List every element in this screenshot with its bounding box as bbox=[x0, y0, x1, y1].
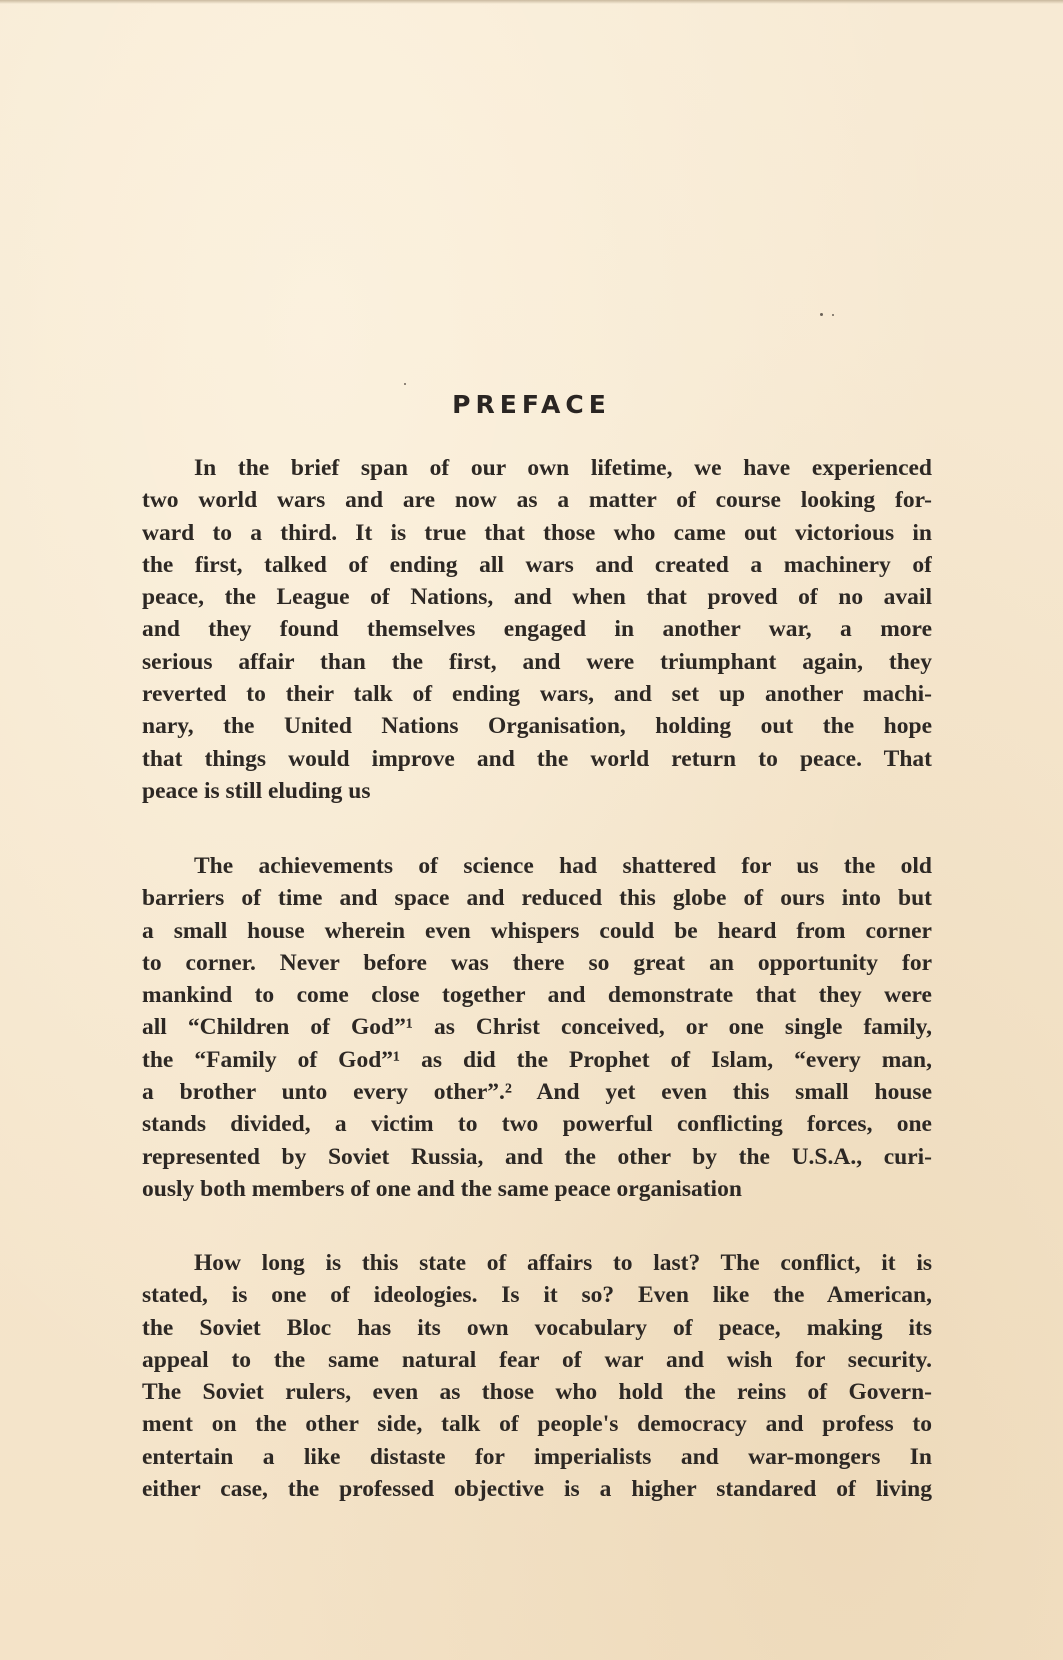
text-line: appeal to the same natural fear of war and wish for security. bbox=[142, 1346, 932, 1373]
text-line: barriers of time and space and reduced this globe of ours into but bbox=[142, 885, 932, 912]
text-line: either case, the professed objective is a higher standared of living bbox=[142, 1476, 932, 1503]
text-line: The achievements of science had shattered for us the old bbox=[194, 853, 932, 879]
text-line: In the brief span of our own lifetime, we have experienced bbox=[194, 455, 932, 481]
text-line: ously both members of one and the same peace organisation bbox=[142, 1175, 742, 1202]
text-line: ward to a third. It is true that those who came out victorious in bbox=[142, 519, 932, 546]
text-line: and they found themselves engaged in another war, a more bbox=[142, 616, 932, 643]
page-title: PREFACE bbox=[452, 390, 611, 419]
text-line: The Soviet rulers, even as those who hold the reins of Govern- bbox=[142, 1379, 932, 1406]
text-line: How long is this state of affairs to last? The conflict, it is bbox=[194, 1250, 932, 1276]
text-line: the first, talked of ending all wars and created a machinery of bbox=[142, 551, 932, 578]
text-line: mankind to come close together and demonstrate that they were bbox=[142, 982, 932, 1009]
paragraph-1 bbox=[142, 452, 932, 807]
text-line: entertain a like distaste for imperialists and war-mongers In bbox=[142, 1443, 932, 1470]
text-line: peace is still eluding us bbox=[142, 777, 371, 804]
text-line: two world wars and are now as a matter of course looking for- bbox=[142, 487, 932, 514]
text-line: stands divided, a victim to two powerful conflicting forces, one bbox=[142, 1111, 932, 1138]
paragraph-3 bbox=[142, 1247, 932, 1505]
text-line: the “Family of God”¹ as did the Prophet of Islam, “every man, bbox=[142, 1046, 932, 1073]
text-line: ment on the other side, talk of people's democracy and profess to bbox=[142, 1411, 932, 1438]
text-line: a small house wherein even whispers could be heard from corner bbox=[142, 917, 932, 944]
paper-speck bbox=[404, 383, 406, 385]
text-line: nary, the United Nations Organisation, holding out the hope bbox=[142, 713, 932, 740]
text-line: all “Children of God”¹ as Christ conceived, or one single family, bbox=[142, 1014, 932, 1041]
text-line: the Soviet Bloc has its own vocabulary of peace, making its bbox=[142, 1314, 932, 1341]
page-top-edge bbox=[0, 0, 1063, 4]
text-line: a brother unto every other”.² And yet even this small house bbox=[142, 1079, 932, 1106]
text-line: stated, is one of ideologies. Is it so? Even like the American, bbox=[142, 1282, 932, 1309]
text-line: represented by Soviet Russia, and the other by the U.S.A., curi- bbox=[142, 1143, 932, 1170]
paragraph-2 bbox=[142, 850, 932, 1205]
paper-speck bbox=[832, 314, 834, 316]
paper-speck bbox=[820, 313, 823, 316]
text-line: reverted to their talk of ending wars, and set up another machi- bbox=[142, 681, 932, 708]
text-line: to corner. Never before was there so great an opportunity for bbox=[142, 949, 932, 976]
text-line: serious affair than the first, and were triumphant again, they bbox=[142, 648, 932, 675]
text-line: peace, the League of Nations, and when that proved of no avail bbox=[142, 584, 932, 611]
text-line: that things would improve and the world return to peace. That bbox=[142, 745, 932, 772]
